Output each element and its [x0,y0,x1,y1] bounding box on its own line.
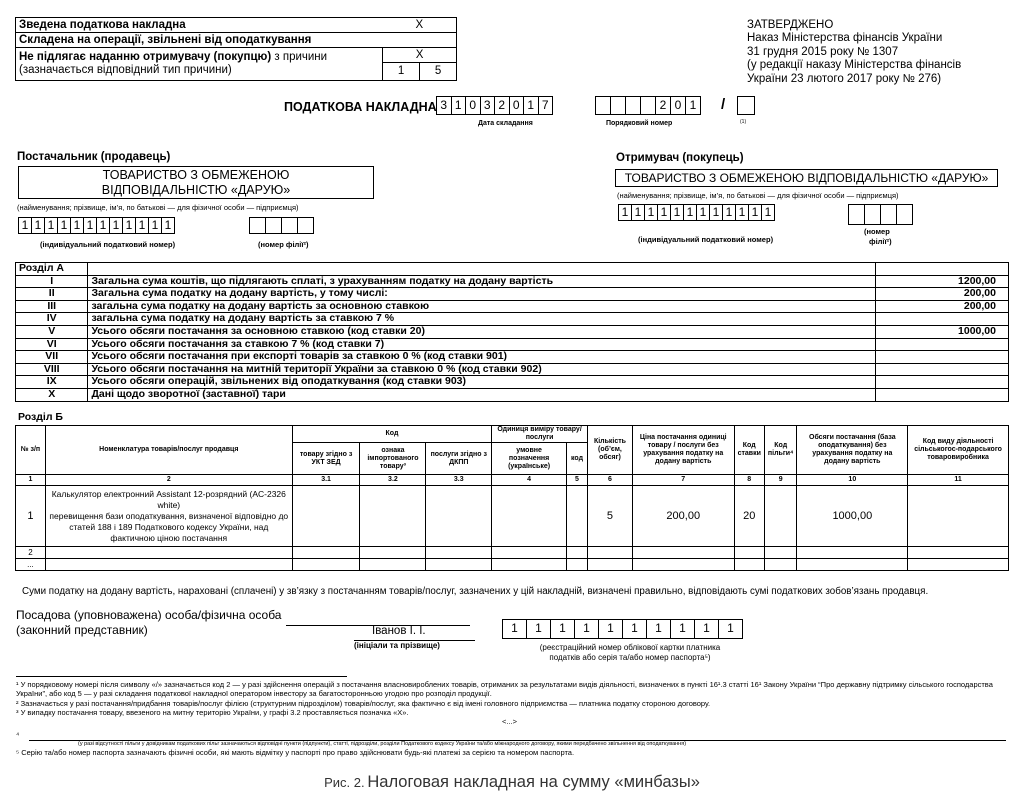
section-a-value [876,376,1009,389]
table-row [16,559,1009,571]
item-desc-line: перевищення бази оподаткування, визначеної відповідно до статей 188 і 189 Податкового кодексу України, над фактичною ціною постачання [49,510,289,543]
section-a-row [16,338,1009,351]
date-digit: 1 [523,96,539,115]
section-a-row [16,363,1009,376]
section-a-value [876,338,1009,351]
invoice-title: ПОДАТКОВА НАКЛАДНА [284,100,437,114]
number-slash: / [721,96,726,113]
seller-name-note: (найменування; прізвище, ім’я, по батькові — для фізичної особи — підприємця) [17,203,299,212]
card-digit: 1 [598,619,623,639]
seller-name: ТОВАРИСТВО З ОБМЕЖЕНОЮ ВІДПОВІДАЛЬНІСТЮ «ДАРУЮ» [18,166,374,199]
buyer-tax-cells [619,204,775,221]
section-a-row [16,388,1009,401]
section-a-num: IX [16,376,88,389]
col-number: 11 [908,475,1009,486]
seller-tax-digit: 1 [161,217,175,234]
col-number: 10 [797,475,908,486]
section-a-num: VI [16,338,88,351]
date-digit: 0 [465,96,481,115]
buyer-branch-caption-2: філії²) [869,237,892,246]
seller-tax-cells [19,217,175,234]
footnote-4-mark: ⁴ [16,730,20,739]
row-num: ... [16,559,46,571]
card-digit: 1 [670,619,695,639]
col-number: 7 [632,475,734,486]
seller-tax-digit: 1 [122,217,136,234]
header-code-import: ознака імпортованого товару³ [360,443,426,475]
item-code-import [360,486,426,547]
seller-tax-digit: 1 [57,217,71,234]
section-a-value: 1000,00 [876,325,1009,338]
footnote-5: ⁵ Серію та/або номер паспорта зазначають фізичні особи, які мають відмітку у паспорті про право здійснювати будь-які платежі за серією та номером паспорта. [16,748,575,757]
card-digit: 1 [694,619,719,639]
number-suffix-cell [737,96,755,115]
item-code-ukt [292,486,360,547]
section-a-num: X [16,388,88,401]
invoice-type-box [15,17,457,81]
signer-title [16,608,281,638]
approval-line: (у редакції наказу Міністерства фінансів [747,59,962,72]
date-digit: 0 [509,96,525,115]
card-digit: 1 [526,619,551,639]
footnote: ³ У випадку постачання товару, ввезеного на митну територію України, у графі 3.2 проставляється позначка «Х». [16,707,409,717]
caption-text: Налоговая накладная на сумму «минбазы» [367,773,700,791]
seller-title: Постачальник (продавець) [17,151,171,163]
section-a-text: загальна сума податку на додану вартість за ставкою 7 % [88,313,876,326]
buyer-tax-digit: 1 [670,204,684,221]
card-digit: 1 [502,619,527,639]
section-a-num: VIII [16,363,88,376]
card-digit: 1 [622,619,647,639]
item-desc-line: Калькулятор електронний Assistant 12-розрядний (AC-2326 white) [51,488,286,510]
footnotes [16,680,1008,717]
section-a-value [876,363,1009,376]
approval-line: ЗАТВЕРДЖЕНО [747,19,834,31]
date-caption: Дата складання [478,120,533,127]
col-number: 5 [567,475,588,486]
section-a-text: Усього обсяги постачання за основною ставкою (код ставки 20) [88,325,876,338]
signer-name: Іванов І. І. [372,625,426,637]
section-a-value [876,313,1009,326]
item-unit-name [492,486,567,547]
date-cells [437,96,553,115]
table-row [16,547,1009,559]
name-underline [354,640,475,641]
consolidated-label: Зведена податкова накладна [16,18,383,33]
buyer-tax-digit: 1 [761,204,775,221]
header-price: Ціна постачання одиниці товару / послуги без урахування податку на додану вартість [632,426,734,475]
seller-tax-digit: 1 [18,217,32,234]
date-digit: 2 [494,96,510,115]
buyer-tax-caption: (індивідуальний податковий номер) [638,235,774,244]
col-number: 3.3 [426,475,492,486]
date-digit: 7 [538,96,554,115]
col-number: 3.1 [292,475,360,486]
buyer-branch-cells [849,204,913,225]
signer-name-caption: (ініціали та прізвище) [354,641,440,650]
section-b-table [15,425,1009,571]
number-digit [595,96,611,115]
item-description [45,486,292,547]
seller-tax-digit: 1 [148,217,162,234]
section-a-text: загальна сума податку на додану вартість за основною ставкою [88,300,876,313]
section-b-title: Розділ Б [18,411,63,423]
seller-tax-caption: (індивідуальний податковий номер) [40,240,176,249]
card-digit: 1 [718,619,743,639]
card-caption-line: (реєстраційний номер облікової картки платника [539,643,721,652]
section-a-row [16,313,1009,326]
buyer-tax-digit: 1 [644,204,658,221]
section-a-num: II [16,288,88,301]
date-digit: 3 [436,96,452,115]
buyer-branch-cell [896,204,913,225]
item-volume: 1000,00 [797,486,908,547]
approval-line: України 23 лютого 2017 року № 276) [747,72,942,85]
item-rate: 20 [734,486,764,547]
footnote-4-placeholder: <...> [502,717,518,726]
not-issued-label: Не підлягає наданню отримувачу (покупцю) з причини (зазначається відповідний тип причини) [16,48,383,81]
not-issued-mark: X [383,48,457,63]
number-cells [596,96,701,115]
section-a-header-blank [88,263,876,276]
section-a-num: IV [16,313,88,326]
approval-line: 31 грудня 2015 року № 1307 [747,45,899,58]
header-code-ukt: товару згідно з УКТ ЗЕД [292,443,360,475]
card-digit: 1 [550,619,575,639]
header-benefit-code: Код пільги⁴ [764,426,797,475]
buyer-title: Отримувач (покупець) [616,152,744,164]
number-caption: Порядковий номер [606,120,673,127]
number-digit: 1 [685,96,701,115]
section-a-text: Загальна сума податку на додану вартість, у тому числі: [88,288,876,301]
section-a-num: III [16,300,88,313]
section-a-value [876,388,1009,401]
footnote: ² Зазначається у разі постачання/придбання товарів/послуг філією (структурним підрозділом) товарів/послуг, яка фактично є від імені головного підприємства — платника податку стороною договору. [16,698,711,708]
section-a-row [16,351,1009,364]
item-num: 1 [16,486,46,547]
buyer-name-note: (найменування; прізвище, ім’я, по батькові — для фізичної особи — підприємця) [617,191,899,200]
seller-tax-digit: 1 [135,217,149,234]
row-num: 2 [16,547,46,559]
seller-tax-digit: 1 [96,217,110,234]
buyer-tax-digit: 1 [722,204,736,221]
section-a-title: Розділ А [16,263,88,276]
seller-branch-cell [265,217,282,234]
header-code-dkpp: послуги згідно з ДКПП [426,443,492,475]
buyer-branch-cell [880,204,897,225]
card-caption [508,643,752,663]
card-digit: 1 [574,619,599,639]
header-unit-group: Одиниця виміру товару/послуги [492,426,588,443]
consolidated-mark: X [383,18,457,33]
date-digit: 3 [480,96,496,115]
buyer-tax-digit: 1 [657,204,671,221]
col-number: 4 [492,475,567,486]
header-rate-code: Код ставки [734,426,764,475]
section-a-num: V [16,325,88,338]
item-price: 200,00 [632,486,734,547]
header-unit-code: код [567,443,588,475]
section-a-value: 200,00 [876,300,1009,313]
header-quantity: Кількість (об’єм, обсяг) [587,426,632,475]
buyer-tax-digit: 1 [735,204,749,221]
col-number: 9 [764,475,797,486]
buyer-branch-caption-1: (номер [864,227,890,236]
seller-tax-digit: 1 [70,217,84,234]
section-a-value: 200,00 [876,288,1009,301]
section-a-num: VII [16,351,88,364]
card-cells [503,619,743,639]
section-a-row [16,376,1009,389]
col-number: 6 [587,475,632,486]
header-activity-code: Код виду діяльності сільськогос-подарського товаровиробника [908,426,1009,475]
item-activity [908,486,1009,547]
item-code-dkpp [426,486,492,547]
section-a-value: 1200,00 [876,275,1009,288]
buyer-branch-cell [848,204,865,225]
section-a-value [876,351,1009,364]
date-digit: 1 [451,96,467,115]
footnote-separator [16,676,347,677]
signer-title-line: Посадова (уповноважена) особа/фізична особа [16,608,282,622]
seller-branch-cell [297,217,314,234]
number-suffix-cells [738,96,755,115]
buyer-tax-digit: 1 [748,204,762,221]
number-suffix-note: (1) [740,119,747,125]
header-num: № з/п [16,426,46,475]
number-digit [625,96,641,115]
header-unit-name: умовне позначення (українське) [492,443,567,475]
seller-tax-digit: 1 [83,217,97,234]
buyer-name: ТОВАРИСТВО З ОБМЕЖЕНОЮ ВІДПОВІДАЛЬНІСТЮ «ДАРУЮ» [615,169,998,187]
section-a-row [16,300,1009,313]
section-a-text: Усього обсяги постачання при експорті товарів за ставкою 0 % (код ставки 901) [88,351,876,364]
col-number: 8 [734,475,764,486]
buyer-tax-digit: 1 [618,204,632,221]
section-a-text: Усього обсяги постачання на митній території України за ставкою 0 % (код ставки 902) [88,363,876,376]
section-a-row [16,288,1009,301]
section-a-header-blank [876,263,1009,276]
seller-tax-digit: 1 [31,217,45,234]
section-a-text: Дані щодо зворотної (заставної) тари [88,388,876,401]
approval-stamp [747,19,961,86]
footnote-4-text: (у разі відсутності пільги у довідникам податкових пільг зазначаються відповідні пункти (підпункти), статті, підрозділи, розділи Податкового кодексу України та/або міжнародного договору, якими передбачено звільнення від оподаткування) [78,741,687,747]
exempt-ops-label: Складена на операції, звільнені від оподаткування [16,33,457,48]
section-a-num: I [16,275,88,288]
header-supply-volume: Обсяги постачання (база оподаткування) без урахування податку на додану вартість [797,426,908,475]
number-digit: 2 [655,96,671,115]
statement-text: Суми податку на додану вартість, нараховані (сплачені) у зв’язку з постачанням товарів/послуг, зазначених у цій накладній, визначені правильно, відповідають сумі податкових зобов’язань продавця. [22,586,929,597]
signer-title-line: (законний представник) [16,623,148,637]
seller-branch-cells [250,217,314,234]
item-benefit [764,486,797,547]
number-digit [640,96,656,115]
section-a-row [16,275,1009,288]
approval-line: Наказ Міністерства фінансів України [747,32,943,45]
section-a-text: Усього обсяги постачання за ставкою 7 % (код ставки 7) [88,338,876,351]
footnote: ¹ У порядковому номері після символу «/» зазначається код 2 — у разі здійснення операцій з постачання власновироблених товарів, отриманих за результатами видів діяльності, визначених в пункті 16¹.3 статті 16¹ Закону України “Про державну підтримку сільського господарства України”, або код 5 — у разі складання податкової накладної оператором інвестору за багатосторонньою угодою про розподіл продукції. [16,680,993,699]
table-row [16,486,1009,547]
reason-code-1: 1 [383,63,420,81]
header-nomenclature: Номенклатура товарів/послуг продавця [45,426,292,475]
seller-branch-cell [249,217,266,234]
buyer-branch-cell [864,204,881,225]
number-digit [610,96,626,115]
section-a-row [16,325,1009,338]
card-caption-line: податків або серія та/або номер паспорта⁵) [549,653,711,662]
buyer-tax-digit: 1 [696,204,710,221]
col-number: 3.2 [360,475,426,486]
col-number: 2 [45,475,292,486]
seller-tax-digit: 1 [109,217,123,234]
section-a-table [15,262,1009,402]
item-unit-code [567,486,588,547]
buyer-tax-digit: 1 [709,204,723,221]
reason-code-2: 5 [420,63,457,81]
section-a-text: Загальна сума коштів, що підлягають сплаті, з урахуванням податку на додану вартість [88,275,876,288]
caption-prefix: Рис. 2. [324,775,365,790]
header-code-group: Код [292,426,491,443]
seller-tax-digit: 1 [44,217,58,234]
seller-branch-cell [281,217,298,234]
section-a-text: Усього обсяги операцій, звільнених від оподаткування (код ставки 903) [88,376,876,389]
number-digit: 0 [670,96,686,115]
card-digit: 1 [646,619,671,639]
column-numbers-row [16,475,1009,486]
item-quantity: 5 [587,486,632,547]
figure-caption [0,773,1024,792]
buyer-tax-digit: 1 [683,204,697,221]
buyer-tax-digit: 1 [631,204,645,221]
col-number: 1 [16,475,46,486]
seller-branch-caption: (номер філії²) [258,240,309,249]
